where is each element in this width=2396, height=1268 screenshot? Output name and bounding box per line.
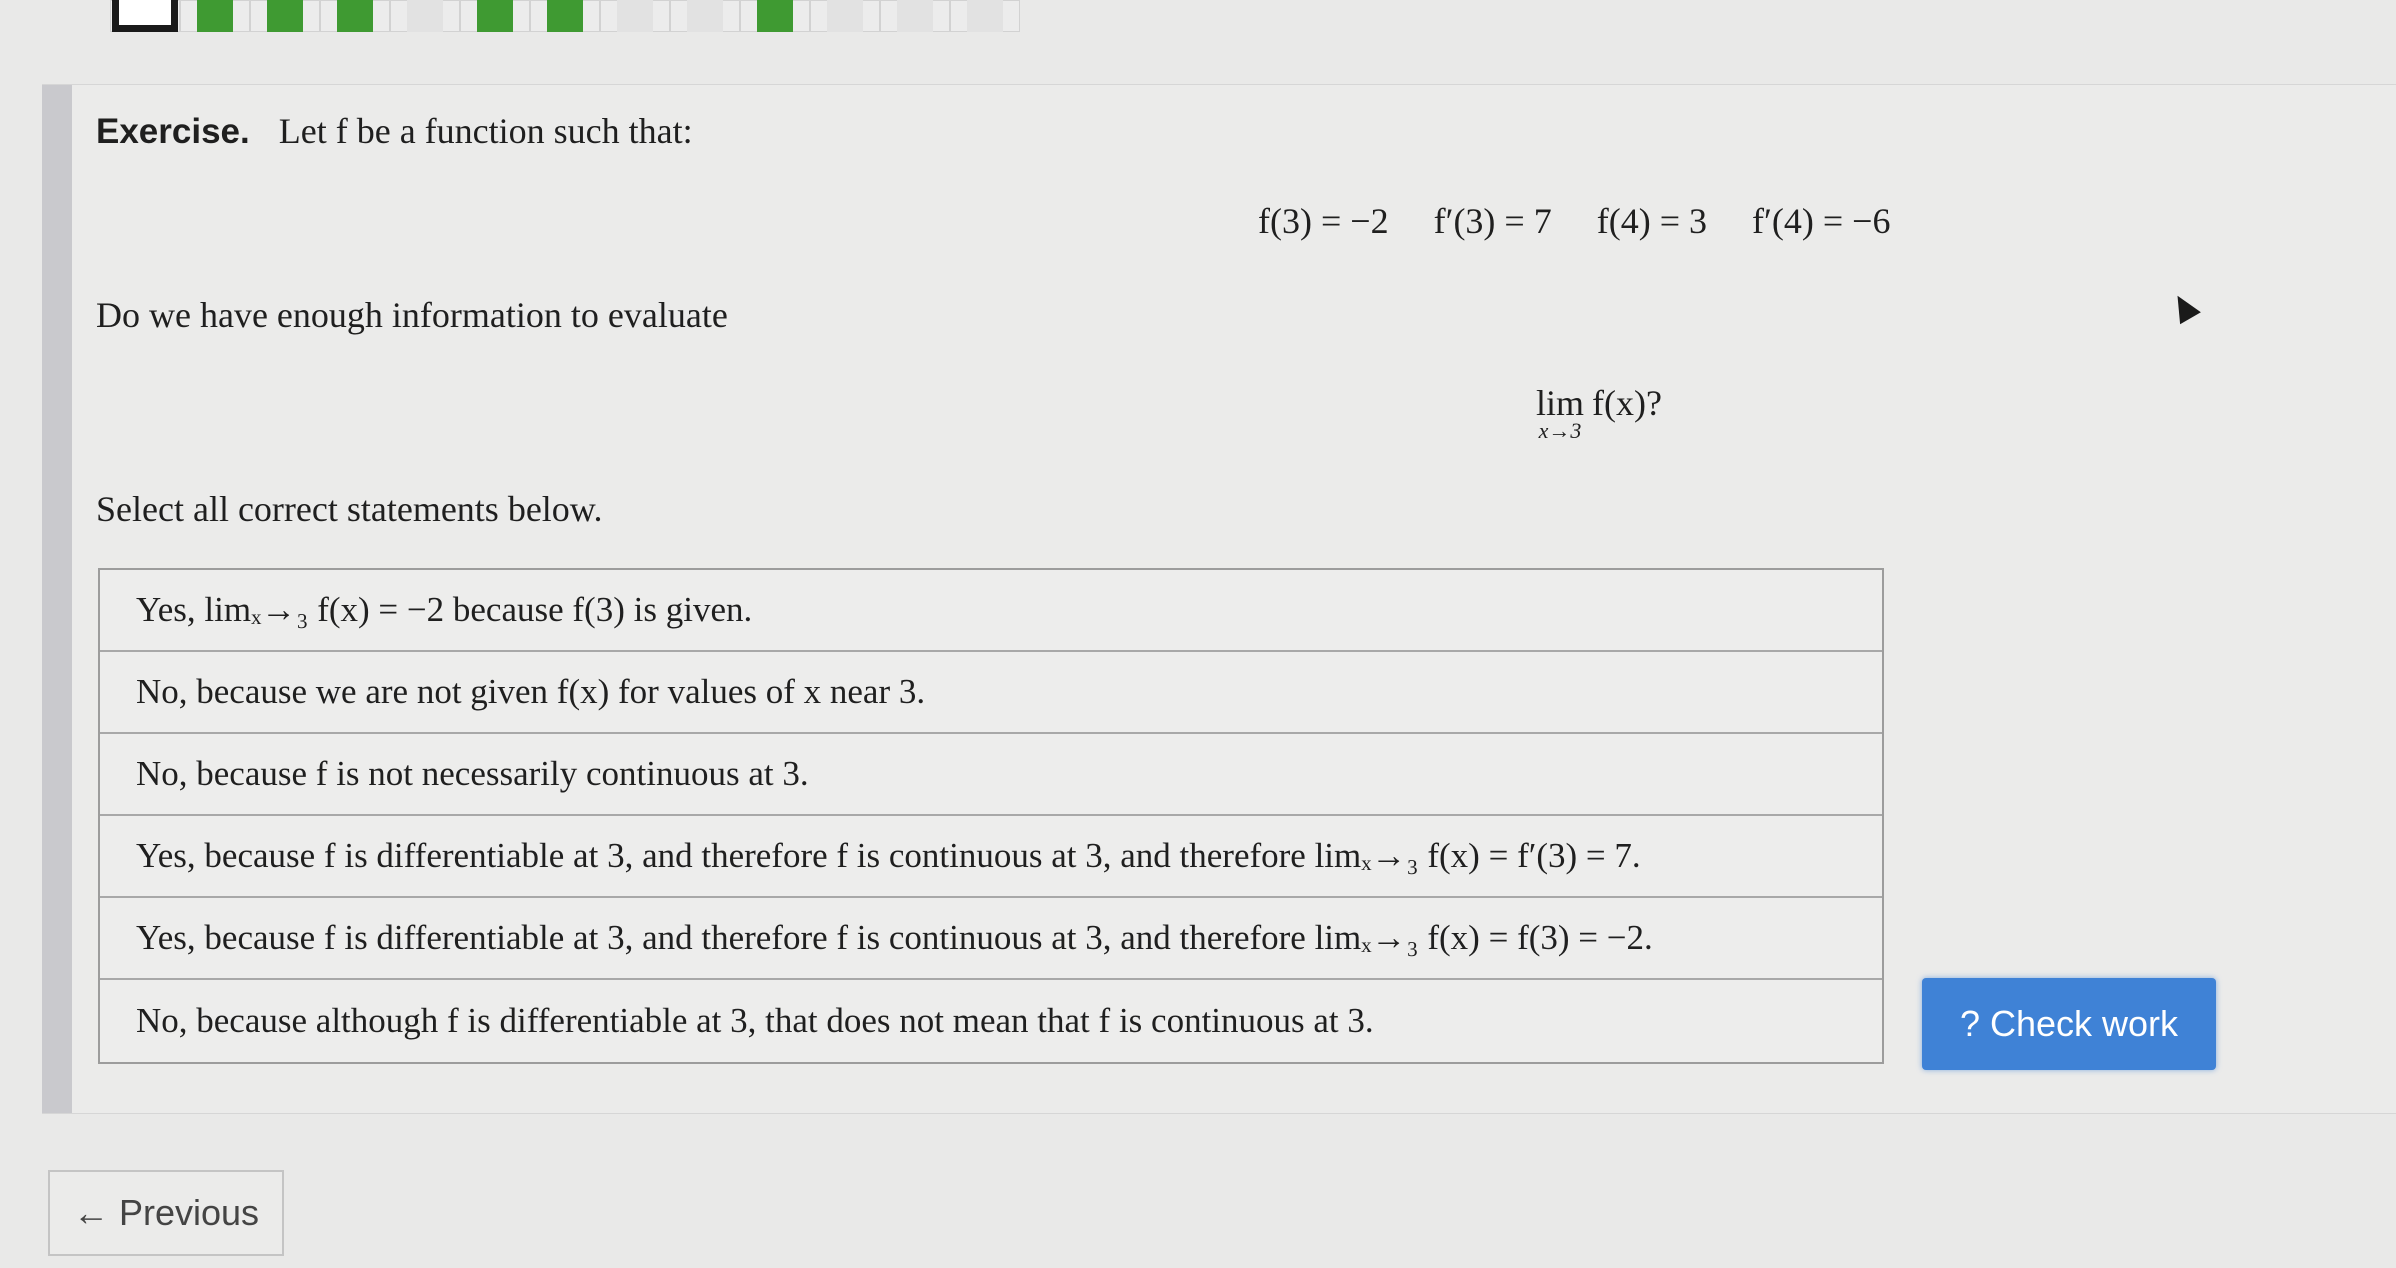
options-list: [98, 568, 1884, 1064]
exercise-heading: [96, 110, 693, 152]
progress-box-7[interactable]: [530, 0, 600, 32]
given-fprime3: f′(3) = 7: [1433, 201, 1552, 241]
previous-label: Previous: [118, 1192, 260, 1233]
progress-box-9[interactable]: [670, 0, 740, 32]
exercise-intro: Let f be a function such that:: [278, 111, 693, 151]
option-3[interactable]: No, because f is not necessarily continuous at 3.: [100, 734, 1882, 816]
left-arrow-icon: ←: [72, 1192, 109, 1233]
given-f3: f(3) = −2: [1258, 201, 1389, 241]
option-5[interactable]: Yes, because f is differentiable at 3, and therefore f is continuous at 3, and therefore limₓ→₃ f(x) = f(3) = −2.: [100, 898, 1882, 980]
check-work-button[interactable]: ? Check work: [1922, 978, 2216, 1070]
progress-box-3[interactable]: [250, 0, 320, 32]
progress-box-8[interactable]: [600, 0, 670, 32]
progress-box-13[interactable]: [950, 0, 1020, 32]
progress-box-12[interactable]: [880, 0, 950, 32]
lim-subscript: x→3: [1538, 418, 1582, 443]
given-fprime4: f′(4) = −6: [1752, 201, 1891, 241]
option-2[interactable]: No, because we are not given f(x) for values of x near 3.: [100, 652, 1882, 734]
limit-expression: [1536, 382, 1662, 444]
option-4[interactable]: Yes, because f is differentiable at 3, and therefore f is continuous at 3, and therefore limₓ→₃ f(x) = f′(3) = 7.: [100, 816, 1882, 898]
previous-button[interactable]: [48, 1170, 284, 1256]
progress-box-11[interactable]: [810, 0, 880, 32]
panel-stripe: [42, 85, 72, 1113]
option-6[interactable]: No, because although f is differentiable at 3, that does not mean that f is continuous at 3.: [136, 1001, 1374, 1040]
progress-box-6[interactable]: [460, 0, 530, 32]
given-f4: f(4) = 3: [1596, 201, 1708, 241]
lim-operator: [1536, 382, 1584, 444]
lim-word: lim: [1536, 383, 1585, 423]
given-values: [1258, 200, 1890, 242]
question-text: Do we have enough information to evaluate: [96, 295, 728, 335]
progress-box-1[interactable]: [110, 0, 180, 32]
progress-box-10[interactable]: [740, 0, 810, 32]
limit-function: f(x)?: [1592, 383, 1662, 423]
progress-box-5[interactable]: [390, 0, 460, 32]
progress-box-2[interactable]: [180, 0, 250, 32]
progress-bar: [110, 0, 1020, 34]
instruction-text: Select all correct statements below.: [96, 489, 603, 529]
option-1[interactable]: Yes, limₓ→₃ f(x) = −2 because f(3) is given.: [100, 570, 1882, 652]
progress-box-4[interactable]: [320, 0, 390, 32]
exercise-label: Exercise.: [96, 112, 250, 151]
